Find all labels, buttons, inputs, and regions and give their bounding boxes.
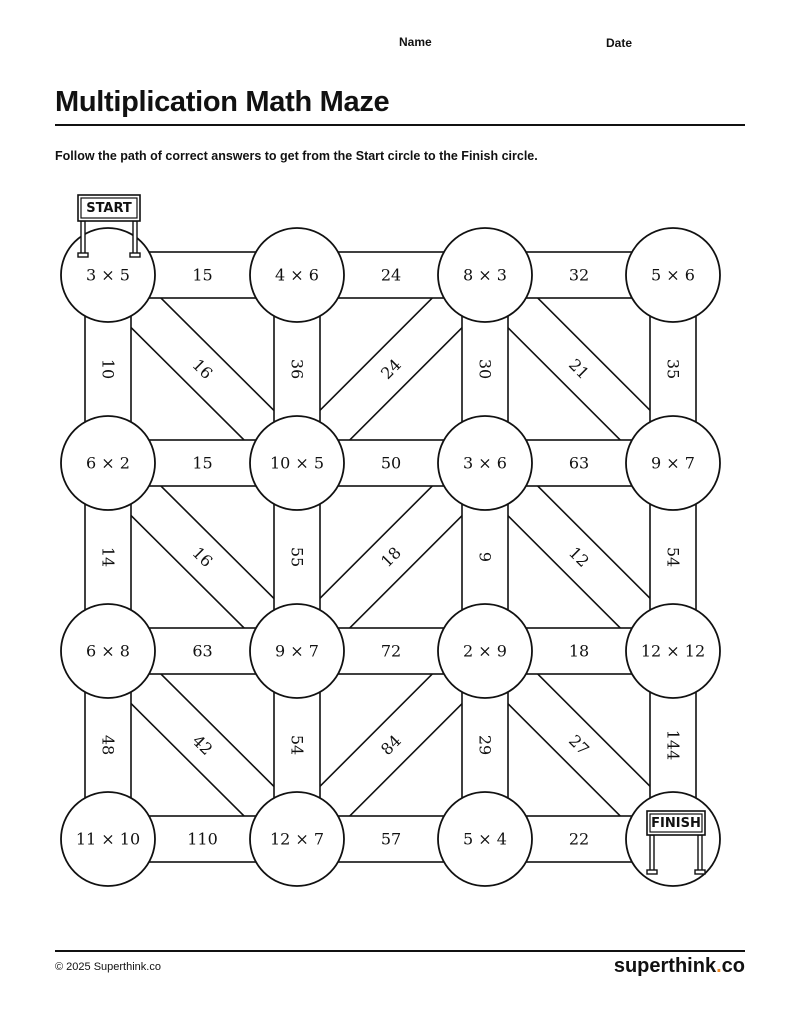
circle-problem: 5 × 4	[463, 829, 507, 849]
path-value: 30	[475, 358, 495, 380]
maze-circle[interactable]	[438, 604, 532, 698]
maze-circle[interactable]	[626, 228, 720, 322]
brand-name: superthink	[613, 955, 717, 977]
instructions: Follow the path of correct answers to get from the Start circle to the Finish circle.	[55, 149, 538, 163]
path-value: 27	[565, 731, 593, 759]
circle-problem: 9 × 7	[651, 453, 695, 473]
circle-problem: 9 × 7	[275, 641, 319, 661]
path-value: 42	[188, 731, 217, 759]
circle-problem: 8 × 3	[463, 265, 507, 285]
date-label: Date	[606, 36, 633, 50]
maze-circle[interactable]	[250, 604, 344, 698]
path-value: 16	[188, 543, 217, 571]
path-value: 32	[568, 265, 590, 285]
maze-circle[interactable]	[250, 792, 344, 886]
maze-circle[interactable]	[61, 416, 155, 510]
start-circle[interactable]	[61, 228, 155, 322]
path-value: 36	[287, 358, 307, 380]
maze-circle[interactable]	[61, 792, 155, 886]
maze-circle[interactable]	[61, 604, 155, 698]
path-value: 24	[380, 265, 402, 285]
maze-circle[interactable]	[626, 604, 720, 698]
path-value: 35	[663, 358, 683, 380]
path-value: 57	[380, 829, 402, 849]
circle-problem: 3 × 6	[463, 453, 507, 473]
circle-problem: 3 × 5	[86, 265, 130, 285]
page-title: Multiplication Math Maze	[55, 86, 390, 118]
brand-tld: co	[721, 955, 745, 977]
maze-circle[interactable]	[250, 228, 344, 322]
path-value: 50	[380, 453, 402, 473]
circle-problem: 4 × 6	[275, 265, 319, 285]
path-value: 110	[187, 829, 218, 849]
maze-circle[interactable]	[438, 416, 532, 510]
path-value: 48	[98, 734, 118, 756]
circle-problem: 12 × 12	[640, 641, 706, 661]
footer-rule	[55, 950, 745, 952]
path-value: 15	[192, 265, 213, 285]
path-value: 55	[287, 546, 307, 568]
brand-dot: .	[716, 955, 722, 977]
circle-problem: 6 × 2	[86, 453, 130, 473]
maze-circle[interactable]	[438, 228, 532, 322]
circle-problem: 11 × 10	[75, 829, 141, 849]
circle-problem: 10 × 5	[269, 453, 325, 473]
brand-logo	[614, 955, 745, 978]
path-value: 63	[568, 453, 590, 473]
path-value: 144	[663, 729, 683, 761]
path-value: 18	[568, 641, 590, 661]
maze-circle[interactable]	[438, 792, 532, 886]
path-value: 72	[380, 641, 402, 661]
path-value: 18	[377, 543, 405, 571]
copyright: © 2025 Superthink.co	[55, 961, 161, 973]
path-value: 12	[565, 543, 593, 571]
circle-problem: 12 × 7	[269, 829, 325, 849]
maze-circle[interactable]	[626, 416, 720, 510]
circle-problem: 5 × 6	[651, 265, 695, 285]
path-value: 63	[192, 641, 213, 661]
path-value: 15	[192, 453, 213, 473]
name-label: Name	[399, 35, 432, 49]
path-value: 54	[287, 734, 307, 756]
path-value: 16	[188, 355, 217, 383]
path-value: 24	[377, 355, 405, 383]
finish-circle[interactable]	[626, 792, 720, 886]
path-value: 84	[377, 731, 405, 759]
circle-problem: 6 × 8	[86, 641, 130, 661]
path-value: 54	[663, 546, 683, 568]
start-sign-label: START	[86, 201, 132, 216]
path-value: 9	[475, 551, 495, 563]
circle-problem: 2 × 9	[463, 641, 507, 661]
path-value: 22	[568, 829, 590, 849]
path-value: 21	[565, 355, 593, 383]
path-value: 29	[475, 734, 495, 756]
path-value: 10	[98, 358, 118, 380]
path-value: 14	[98, 546, 118, 568]
finish-sign-label: FINISH	[651, 816, 701, 831]
maze-circle[interactable]	[250, 416, 344, 510]
